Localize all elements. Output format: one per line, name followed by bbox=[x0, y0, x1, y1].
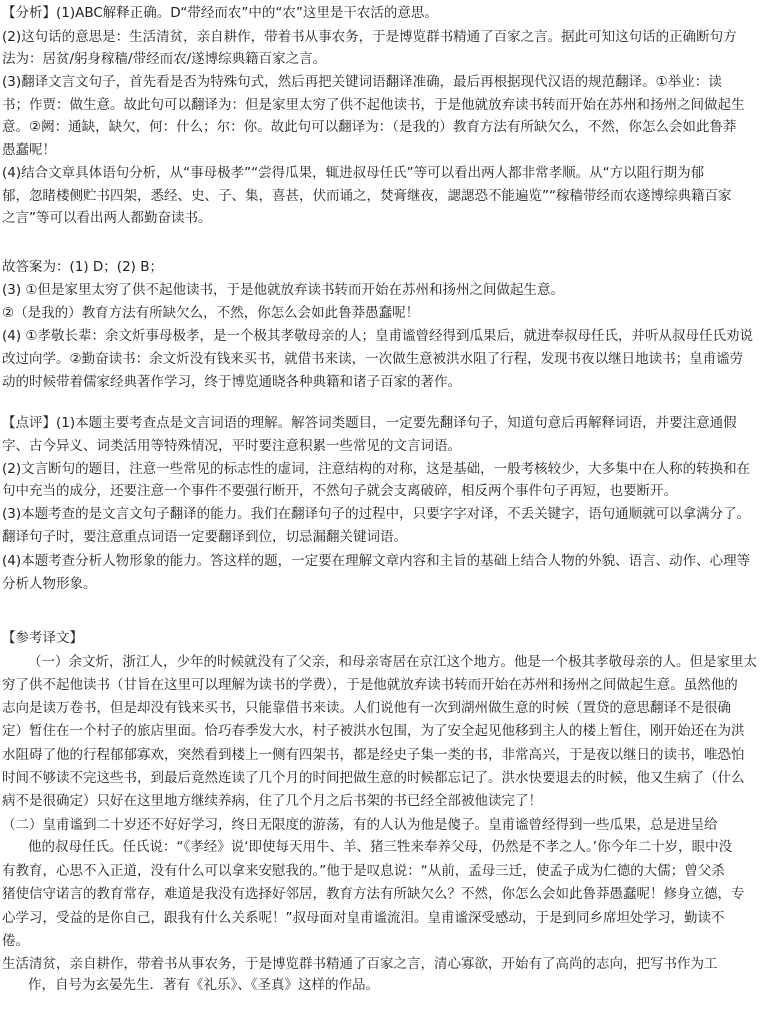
text-line: （二）皇甫谧到二十岁还不好好学习，终日无限度的游荡，有的人认为他是傻子。皇甫谧曾经得到一些瓜果，总是进呈给 bbox=[2, 817, 718, 833]
text-line: 之言”等可以看出两人都勤奋读书。 bbox=[2, 210, 212, 226]
text-line: (4) ①孝敬长辈：余文炘事母极孝，是一个极其孝敬母亲的人；皇甫谧曾经得到瓜果后，就进奉叔母任氏，并听从叔母任氏劝说 bbox=[2, 328, 754, 344]
text-line: 定）暂住在一个村子的旅店里面。恰巧春季发大水，村子被洪水包围，为了安全起见他移到主人的楼上暂住，刚开始还在为洪 bbox=[2, 723, 745, 739]
text-line: 生活清贫，亲自耕作，带着书从事农务，于是博览群书精通了百家之言，清心寡欲，开始有了高尚的志向，把写书作为工 bbox=[2, 956, 718, 972]
text-line: 动的时候带着儒家经典著作学习，终于博览通晓各种典籍和诸子百家的著作。 bbox=[2, 374, 461, 390]
text-line: 【分析】(1)ABC解释正确。D“带经而农”中的“农”这里是干农活的意思。 bbox=[2, 5, 438, 21]
text-line: (3)翻译文言文句子，首先看是否为特殊句式，然后再把关键词语翻译准确，最后再根据现代汉语的规范翻译。①举业：读 bbox=[2, 74, 722, 90]
text-line: 书；作贾：做生意。故此句可以翻译为：但是家里太穷了供不起他读书，于是他就放弃读书转而开始在苏州和扬州之间做起生 bbox=[2, 97, 745, 113]
text-line: 字、古今异义、词类活用等特殊情况，平时要注意积累一些常见的文言词语。 bbox=[2, 438, 461, 454]
text-line: 法为：居贫/躬身稼穑/带经而农/遂博综典籍百家之言。 bbox=[2, 51, 327, 67]
text-line: 改过向学。②勤奋读书：余文炘没有钱来买书，就借书来读，一次做生意被洪水阻了行程，发现书夜以继日地读书；皇甫谧劳 bbox=[2, 351, 744, 367]
text-line: 猪使信守诺言的教育常存，难道是我没有选择好邻居，教育方法有所缺欠么？不然，你怎么会如此鲁莽愚蠢呢！修身立德，专 bbox=[2, 886, 745, 902]
text-line: (3) ①但是家里太穷了供不起他读书，于是他就放弃读书转而开始在苏州和扬州之间做起生意。 bbox=[2, 282, 565, 298]
text-line: (4)本题考查分析人物形象的能力。答这样的题，一定要在理解文章内容和主旨的基础上结合人物的外貌、语言、动作、心理等 bbox=[2, 553, 751, 569]
text-line: 意。②阙：通缺，缺欠，何：什么；尔：你。故此句可以翻译为：（是我的）教育方法有所缺欠么，不然，你怎么会如此鲁莽 bbox=[2, 119, 737, 135]
text-line: 志向是读万卷书，但是却没有钱来买书，只能靠借书来读。人们说他有一次到湖州做生意的时候（置贷的意思翻译不是很确 bbox=[2, 700, 731, 716]
text-line: (2)这句话的意思是：生活清贫，亲自耕作，带着书从事农务，于是博览群书精通了百家之言。据此可知这句话的正确断句方 bbox=[2, 29, 737, 45]
text-line: ②（是我的）教育方法有所缺欠么，不然，你怎么会如此鲁莽愚蠢呢！ bbox=[2, 305, 420, 321]
text-line: 穷了供不起他读书（甘旨在这里可以理解为读书的学费），于是他就放弃读书转而开始在苏州和扬州之间做起生意。虽然他的 bbox=[2, 677, 738, 693]
text-line: 郁，忽睹楼侧贮书四架，悉经、史、子、集，喜甚，伏而诵之，焚膏继夜，諰諰恐不能遍览”“稼穑带经而农遂博综典籍百家 bbox=[2, 188, 732, 204]
text-line: 翻译句子时，要注意重点词语一定要翻译到位，切忌漏翻关键词语。 bbox=[2, 529, 407, 545]
text-line: 病不是很确定）只好在这里地方继续养病，住了几个月之后书架的书已经全部被他读完了！ bbox=[2, 793, 542, 809]
text-line: 倦。 bbox=[2, 933, 29, 949]
text-line: (4)结合文章具体语句分析，从“事母极孝”“尝得瓜果，辄进叔母任氏”等可以看出两人都非常孝顺。从“方以阻行期为郁 bbox=[2, 165, 705, 181]
text-line: （一）余文炘，浙江人，少年的时候就没有了父亲，和母亲寄居在京江这个地方。他是一个极其孝敬母亲的人。但是家里太 bbox=[28, 654, 757, 670]
text-line: (3)本题考查的是文言文句子翻译的能力。我们在翻译句子的过程中，只要字字对译，不丢关键字，语句通顺就可以拿满分了。 bbox=[2, 506, 751, 522]
text-line: 句中充当的成分，还要注意一个事件不要强行断开，不然句子就会支离破碎，相反两个事件句子再短，也要断开。 bbox=[2, 483, 677, 499]
text-line: 他的叔母任氏。任氏说：“《孝经》说‘即使每天用牛、羊、猪三牲来奉养父母，仍然是不孝之人。’你今年二十岁，眼中没 bbox=[28, 839, 733, 855]
text-line: 分析人物形象。 bbox=[2, 576, 97, 592]
text-line: 水阻碍了他的行程郁郁寡欢，突然看到楼上一侧有四架书，都是经史子集一类的书，非常高兴，于是夜以继日的读书，唯恐怕 bbox=[2, 747, 745, 763]
text-line: 【点评】(1)本题主要考查点是文言词语的理解。解答词类题目，一定要先翻译句子，知道句意后再解释词语，并要注意通假 bbox=[2, 415, 737, 431]
text-line: 愚蠢呢！ bbox=[2, 142, 56, 158]
text-line: 故答案为：(1) D；(2) B； bbox=[2, 259, 163, 275]
text-line: 心学习，受益的是你自己，跟我有什么关系呢！”叔母面对皇甫谧流泪。皇甫谧深受感动，于是到同乡席坦处学习，勤读不 bbox=[2, 910, 725, 926]
text-line: 【参考译文】 bbox=[2, 630, 83, 646]
text-line bbox=[2, 232, 780, 254]
text-line: 有教育，心思不入正道，没有什么可以拿来安慰我的。”他于是叹息说：“从前，孟母三迁，使孟子成为仁德的大儒；曾父杀 bbox=[2, 863, 725, 879]
text-line: (2)文言断句的题目，注意一些常见的标志性的虚词，注意结构的对称，这是基础，一般考核较少，大多集中在人称的转换和在 bbox=[2, 461, 751, 477]
text-line: 作，自号为玄晏先生．著有《礼乐》、《圣真》这样的作品。 bbox=[28, 977, 379, 993]
text-line: 时间不够读不完这些书，到最后竟然连读了几个月的时间把做生意的时候都忘记了。洪水快要退去的时候，他又生病了（什么 bbox=[2, 770, 745, 786]
